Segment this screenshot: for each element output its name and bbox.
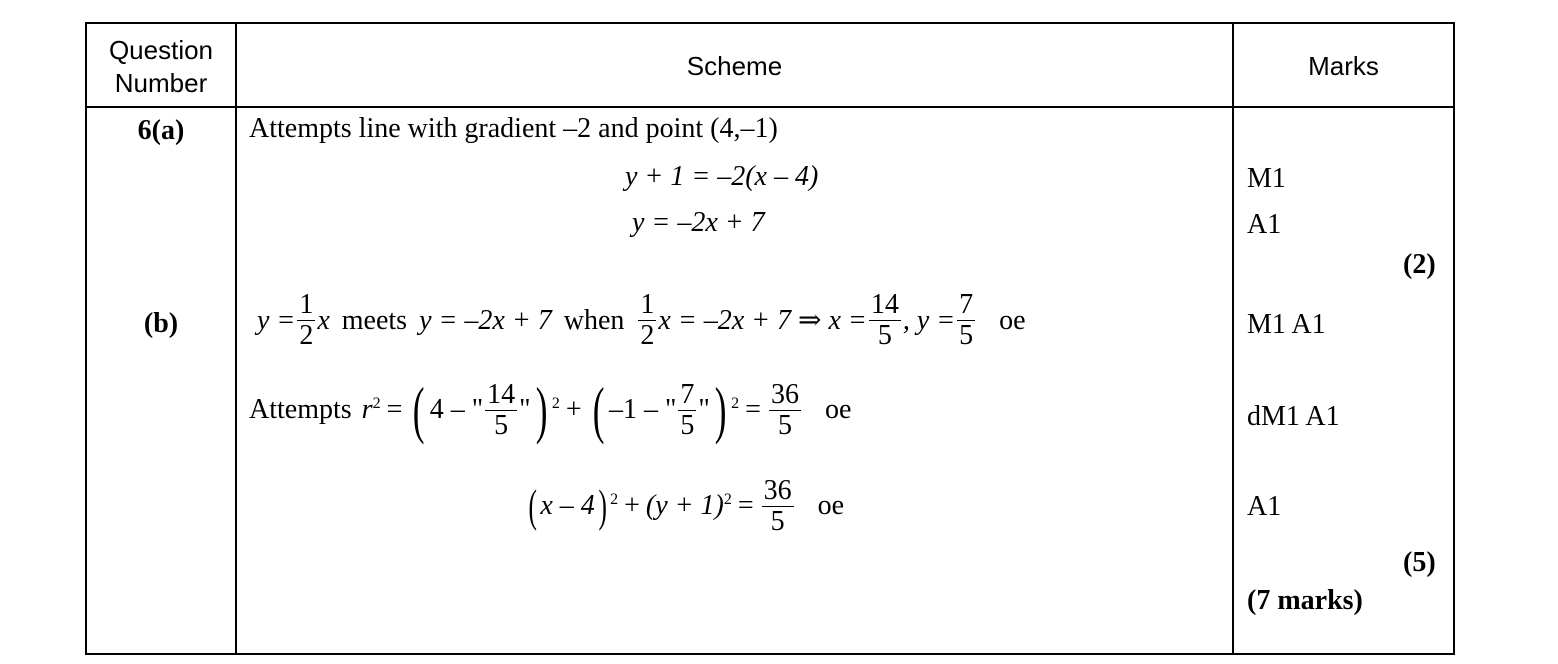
part-b-mark-2: dM1 A1 [1247, 401, 1340, 432]
line3-oe: oe [817, 490, 845, 521]
line1-y-eq: y = [257, 304, 296, 336]
right-paren-2: ) [714, 374, 727, 445]
header-question-line1: Question [108, 35, 214, 65]
left-paren-1: ( [413, 374, 425, 445]
header-divider [87, 106, 1453, 108]
fraction-x-value: $\frac{14}{5}$ [870, 289, 899, 351]
left-paren-2: ( [592, 374, 605, 445]
line1-y-sep: , y = [902, 304, 956, 336]
line1-meets: meets [341, 304, 408, 336]
part-b-line-2: Attempts r $^2$ = ( 4 – " $\frac{14}{5}$ " ) $^2$ + ( –1 – " $\frac{7}{5}$ " ) $^2$ = $\frac{36}{5}$ oe [249, 374, 852, 445]
fraction-7-5: $\frac{7}{5}$ [680, 378, 695, 441]
mark-scheme-table [85, 22, 1455, 655]
header-question-number [87, 34, 235, 100]
part-a-equation-2: y = –2x + 7 [632, 207, 765, 238]
part-a-mark-1: M1 [1247, 163, 1286, 194]
part-a-mark-2: A1 [1247, 209, 1282, 240]
question-label-6b: (b) [143, 308, 179, 339]
part-b-mark-3: A1 [1247, 491, 1282, 522]
question-label-6a: 6(a) [137, 115, 185, 146]
column-divider-1 [235, 24, 237, 653]
fraction-36-5-a: $\frac{36}{5}$ [770, 378, 799, 441]
line2-r-var: r [361, 394, 373, 425]
total-marks: (7 marks) [1247, 585, 1363, 616]
part-b-line-3: ( x – 4 ) $^2$ + (y + 1) $^2$ = $\frac{36}{5}$ oe [528, 474, 845, 537]
part-a-equation-1: y + 1 = –2(x – 4) [625, 161, 819, 192]
column-divider-2 [1232, 24, 1234, 653]
left-paren-3: ( [528, 480, 537, 531]
part-a-intro: Attempts line with gradient –2 and point (4,–1) [249, 113, 778, 144]
part-b-line-1 [257, 290, 1026, 351]
part-a-subtotal: (2) [1403, 249, 1436, 280]
right-paren-1: ) [535, 374, 548, 445]
line1-oe: oe [999, 304, 1026, 336]
fraction-14-5: $\frac{14}{5}$ [487, 378, 516, 441]
part-b-mark-1: M1 A1 [1247, 309, 1326, 340]
line1-rhs: x = –2x + 7 ⇒ x = [658, 304, 867, 336]
line1-line-eq: y = –2x + 7 [419, 304, 552, 336]
fraction-36-5-b: $\frac{36}{5}$ [763, 474, 792, 537]
fraction-one-half-b: $\frac{1}{2}$ [640, 289, 655, 351]
line2-attempts: Attempts [249, 394, 352, 425]
fraction-y-value: $\frac{7}{5}$ [959, 289, 974, 351]
fraction-one-half-a: $\frac{1}{2}$ [299, 289, 314, 351]
right-paren-3: ) [598, 480, 607, 531]
header-scheme: Scheme [686, 51, 783, 81]
header-marks: Marks [1308, 51, 1379, 81]
header-question-line2: Number [114, 68, 208, 98]
line2-oe: oe [824, 394, 852, 425]
line1-x-var: x [317, 304, 330, 336]
line1-when: when [563, 304, 625, 336]
part-b-subtotal: (5) [1403, 547, 1436, 578]
